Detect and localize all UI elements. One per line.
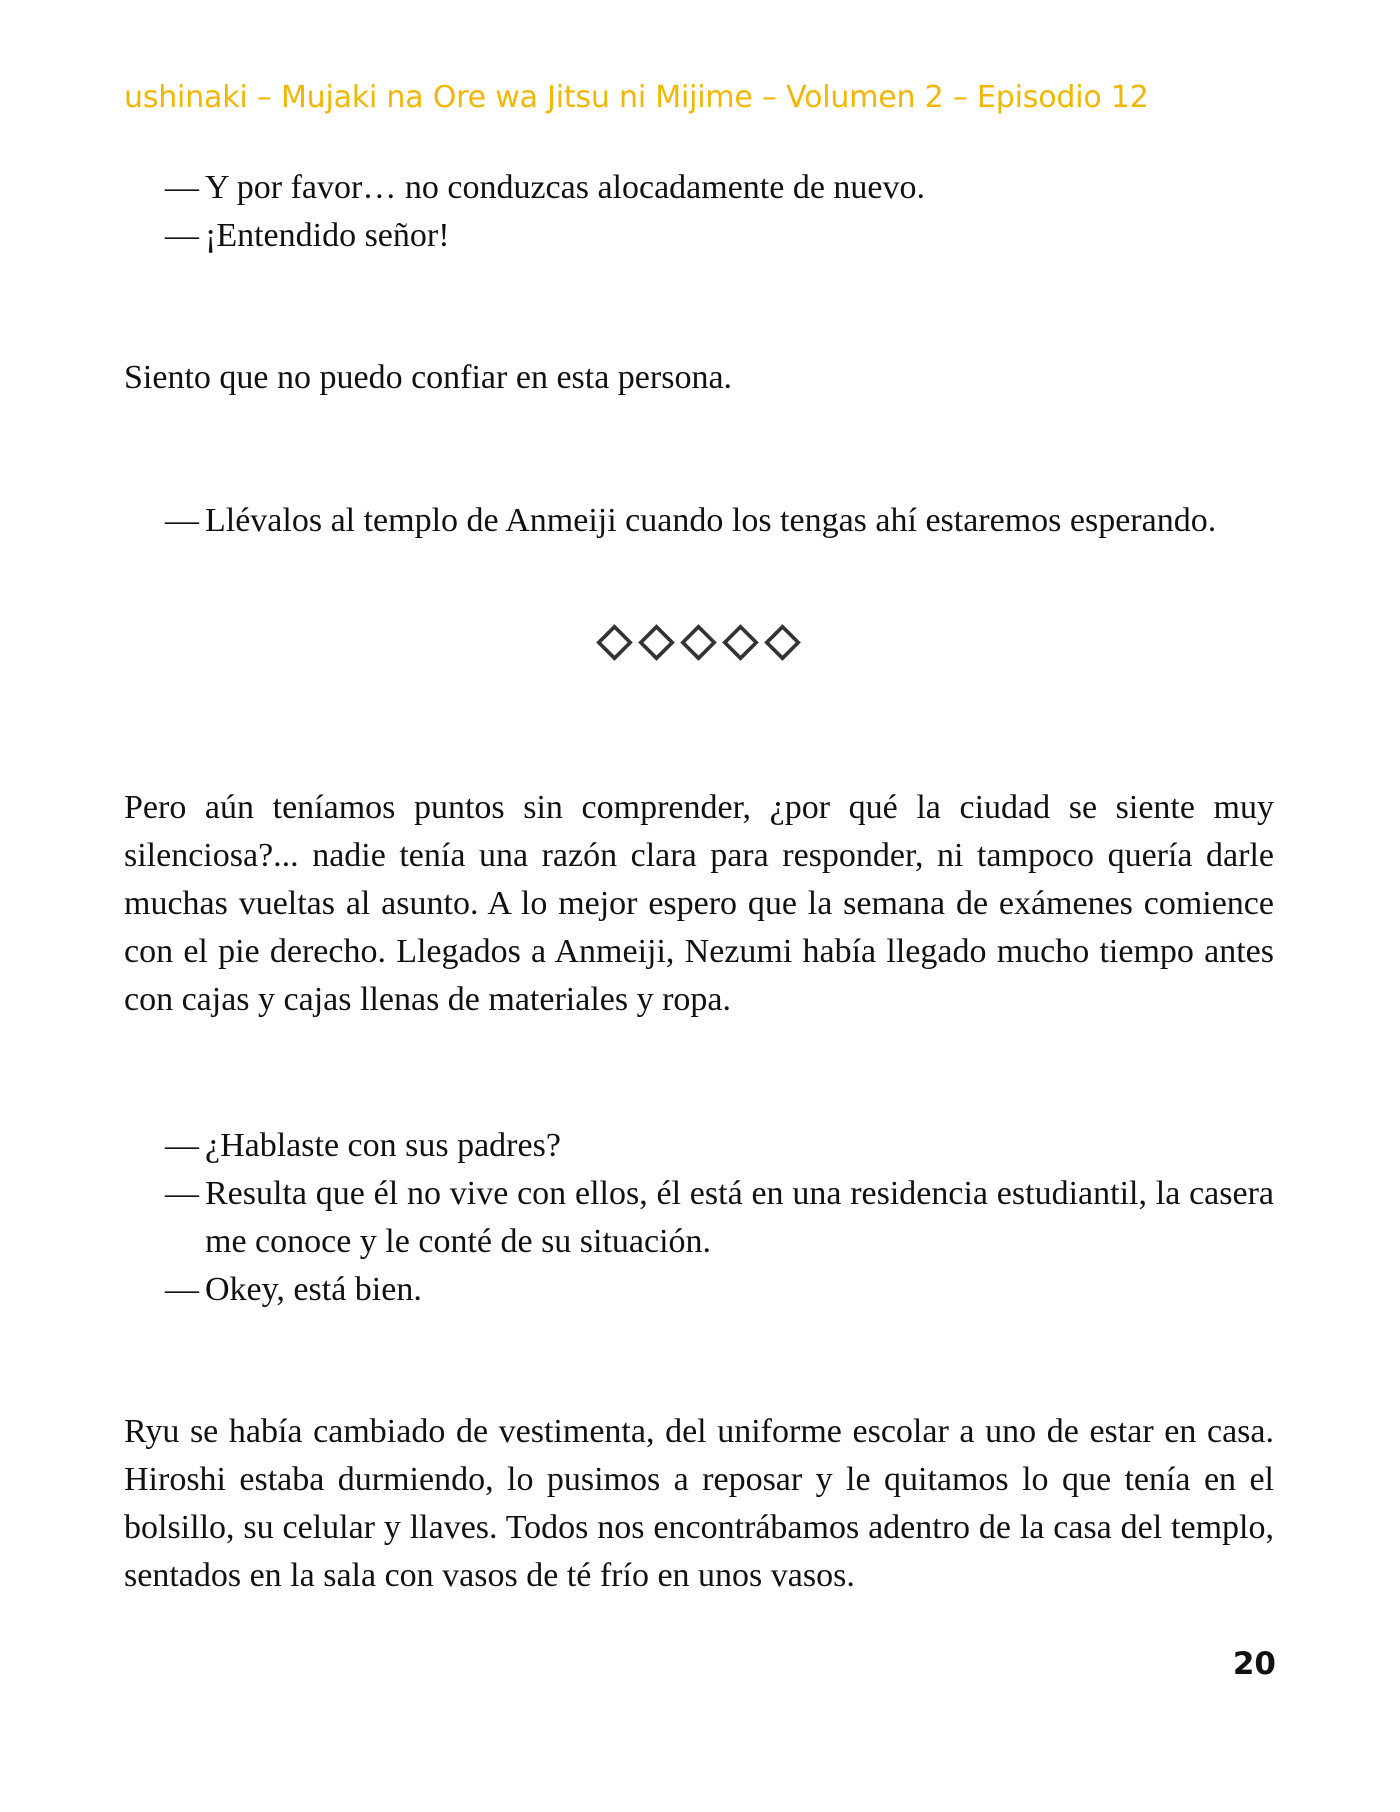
dialogue-text: ¿Hablaste con sus padres? (205, 1127, 561, 1164)
narrative-paragraph: Pero aún teníamos puntos sin comprender, ¿por qué la ciudad se siente muy silenciosa?... nadie tenía una razón clara para responder, ni tampoco quería darle muchas vueltas al asunto. A lo mejor espero que la semana de exámenes comience con el pie derecho. Llegados a Anmeiji, Nezumi había llegado mucho tiempo antes con cajas y cajas llenas de materiales y ropa. (124, 789, 1274, 1018)
em-dash: — (165, 169, 199, 206)
em-dash: — (165, 1175, 199, 1212)
dialogue-block (124, 1122, 1274, 1314)
em-dash: — (165, 217, 199, 254)
dialogue-line (124, 1266, 1274, 1314)
dialogue-line (124, 212, 1274, 260)
dialogue-block (124, 497, 1274, 545)
narrative-paragraph: Siento que no puedo confiar en esta persona. (124, 359, 733, 396)
dialogue-text: Y por favor… no conduzcas alocadamente de nuevo. (205, 169, 926, 206)
dialogue-text: ¡Entendido señor! (205, 217, 450, 254)
dialogue-text: Okey, está bien. (205, 1271, 422, 1308)
dialogue-text: Llévalos al templo de Anmeiji cuando los tengas ahí estaremos esperando. (205, 502, 1217, 539)
dialogue-line (124, 497, 1274, 545)
dialogue-line (124, 1122, 1274, 1170)
diamond-outline-icon (596, 624, 633, 661)
em-dash: — (165, 502, 199, 539)
running-header: ushinaki – Mujaki na Ore wa Jitsu ni Mijime – Volumen 2 – Episodio 12 (124, 80, 1149, 115)
dialogue-line (124, 164, 1274, 212)
dialogue-line (124, 1170, 1274, 1266)
dialogue-text: Resulta que él no vive con ellos, él está en una residencia estudiantil, la casera me conoce y le conté de su situación. (205, 1175, 1274, 1260)
narrative-paragraph: Ryu se había cambiado de vestimenta, del uniforme escolar a uno de estar en casa. Hiroshi estaba durmiendo, lo pusimos a reposar y le quitamos lo que tenía en el bolsillo, su celular y llaves. Todos nos encontrábamos adentro de la casa del templo, sentados en la sala con vasos de té frío en unos vasos. (124, 1413, 1274, 1594)
page-number: 20 (1232, 1646, 1276, 1682)
em-dash: — (165, 1271, 199, 1308)
diamond-outline-icon (680, 624, 717, 661)
dialogue-block (124, 164, 1274, 260)
scene-separator (596, 624, 801, 661)
diamond-outline-icon (764, 624, 801, 661)
diamond-outline-icon (638, 624, 675, 661)
diamond-outline-icon (722, 624, 759, 661)
em-dash: — (165, 1127, 199, 1164)
